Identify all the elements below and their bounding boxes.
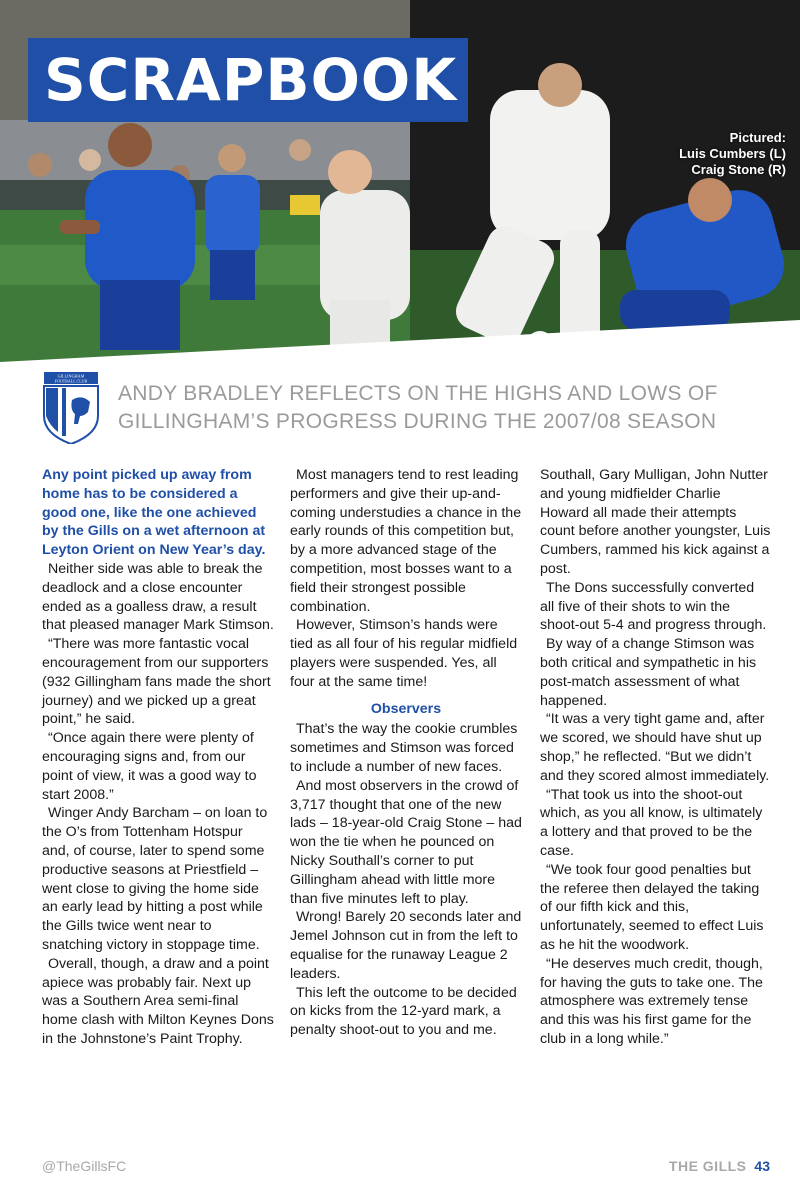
footer-brand: THE GILLS	[668, 1158, 747, 1174]
paragraph: “We took four good penalties but the referee then delayed the taking of our fifth kick and this, unfortunately, seemed to effect Luis as he hit the woodwork.	[540, 861, 764, 953]
paragraph: Neither side was able to break the deadlock and a close encounter ended as a goalless draw, a result that pleased manager Mark Stimson.	[42, 560, 274, 634]
paragraph: Southall, Gary Mulligan, John Nutter and young midfielder Charlie Howard all made their attempts count before another youngster, Luis Cumbers, rammed his kick against a post.	[540, 467, 771, 577]
article-column-2	[290, 466, 522, 1040]
paragraph: By way of a change Stimson was both critical and sympathetic in his post-match assessment of what happened.	[540, 636, 757, 709]
photo-caption	[679, 130, 786, 178]
paragraph: “There was more fantastic vocal encouragement from our supporters (932 Gillingham fans made the short journey) and we picked up a great point,” he said.	[42, 636, 271, 728]
caption-line-1: Luis Cumbers (L)	[679, 146, 786, 161]
article-column-1	[42, 466, 274, 1049]
crest-text-1: GILLINGHAM	[57, 373, 85, 379]
page-title: SCRAPBOOK	[44, 46, 458, 114]
paragraph: The Dons successfully converted all five of their shots to win the shoot-out 5-4 and progress through.	[540, 579, 767, 634]
paragraph: And most observers in the crowd of 3,717 thought that one of the new lads – 18-year-old Craig Stone – had won the tie when he pounced on Nicky Southall’s corner to put Gillingham ahead with little more than five minutes left to play.	[290, 777, 522, 907]
crest-text-2: FOOTBALL CLUB	[54, 378, 88, 384]
standfirst-line-2: GILLINGHAM’S PROGRESS DURING THE 2007/08 SEASON	[118, 410, 717, 433]
footer-page-info	[669, 1158, 770, 1174]
standfirst-line-1: ANDY BRADLEY REFLECTS ON THE HIGHS AND LOWS OF	[118, 382, 718, 405]
caption-label: Pictured:	[729, 130, 786, 145]
subheading-observers: Observers	[370, 700, 442, 717]
paragraph: “Once again there were plenty of encouraging signs and, from our point of view, it was a good way to start 2008.”	[42, 730, 257, 803]
caption-line-2: Craig Stone (R)	[691, 162, 786, 177]
paragraph: “That took us into the shoot-out which, as you all know, is ultimately a lottery and that proved to be the case.	[540, 786, 763, 859]
lead-paragraph: Any point picked up away from home has to be considered a good one, like the one achieved by the Gills on a wet afternoon at Leyton Orient on New Year’s day.	[42, 467, 266, 559]
paragraph: “It was a very tight game and, after we scored, we should have shut up shop,” he reflected. “But we didn’t and they scored almost immediately.	[540, 711, 770, 784]
paragraph: “He deserves much credit, though, for having the guts to take one. The atmosphere was extremely tense and this was his first game for the club in a long while.”	[540, 955, 763, 1047]
scrapbook-title-box	[28, 38, 468, 122]
article-column-3	[540, 466, 772, 1049]
paragraph: Wrong! Barely 20 seconds later and Jemel Johnson cut in from the left to equalise for the runaway League 2 leaders.	[290, 909, 522, 982]
paragraph: That’s the way the cookie crumbles sometimes and Stimson was forced to include a number of new faces.	[290, 721, 518, 775]
paragraph: However, Stimson’s hands were tied as all four of his regular midfield players were suspended. Yes, all four at the same time!	[290, 617, 518, 690]
header-photo-band	[0, 0, 800, 362]
page-number: 43	[754, 1158, 770, 1174]
paragraph: Winger Andy Barcham – on loan to the O’s from Tottenham Hotspur and, of course, later to spend some productive seasons at Priestfield – went close to giving the home side an early lead by hitting a post while the Gills twice went near to snatching victory in stoppage time.	[42, 805, 268, 953]
standfirst	[118, 380, 778, 436]
paragraph: Most managers tend to rest leading performers and give their up-and-coming understudies a chance in the early rounds of this competition but, by a more advanced stage of the competition, most bosses want to a field their strongest possible combination.	[290, 467, 522, 615]
photo-bottom-cut	[0, 320, 800, 380]
club-crest-logo	[42, 372, 100, 444]
paragraph: This left the outcome to be decided on kicks from the 12-yard mark, a penalty shoot-out to you and me.	[290, 984, 517, 1039]
paragraph: Overall, though, a draw and a point apiece was probably fair. Next up was a Southern Area semi-final home clash with Milton Keynes Dons in the Johnstone’s Paint Trophy.	[42, 955, 274, 1047]
footer-social-handle: @TheGillsFC	[42, 1158, 127, 1174]
match-photo-right	[410, 0, 800, 362]
